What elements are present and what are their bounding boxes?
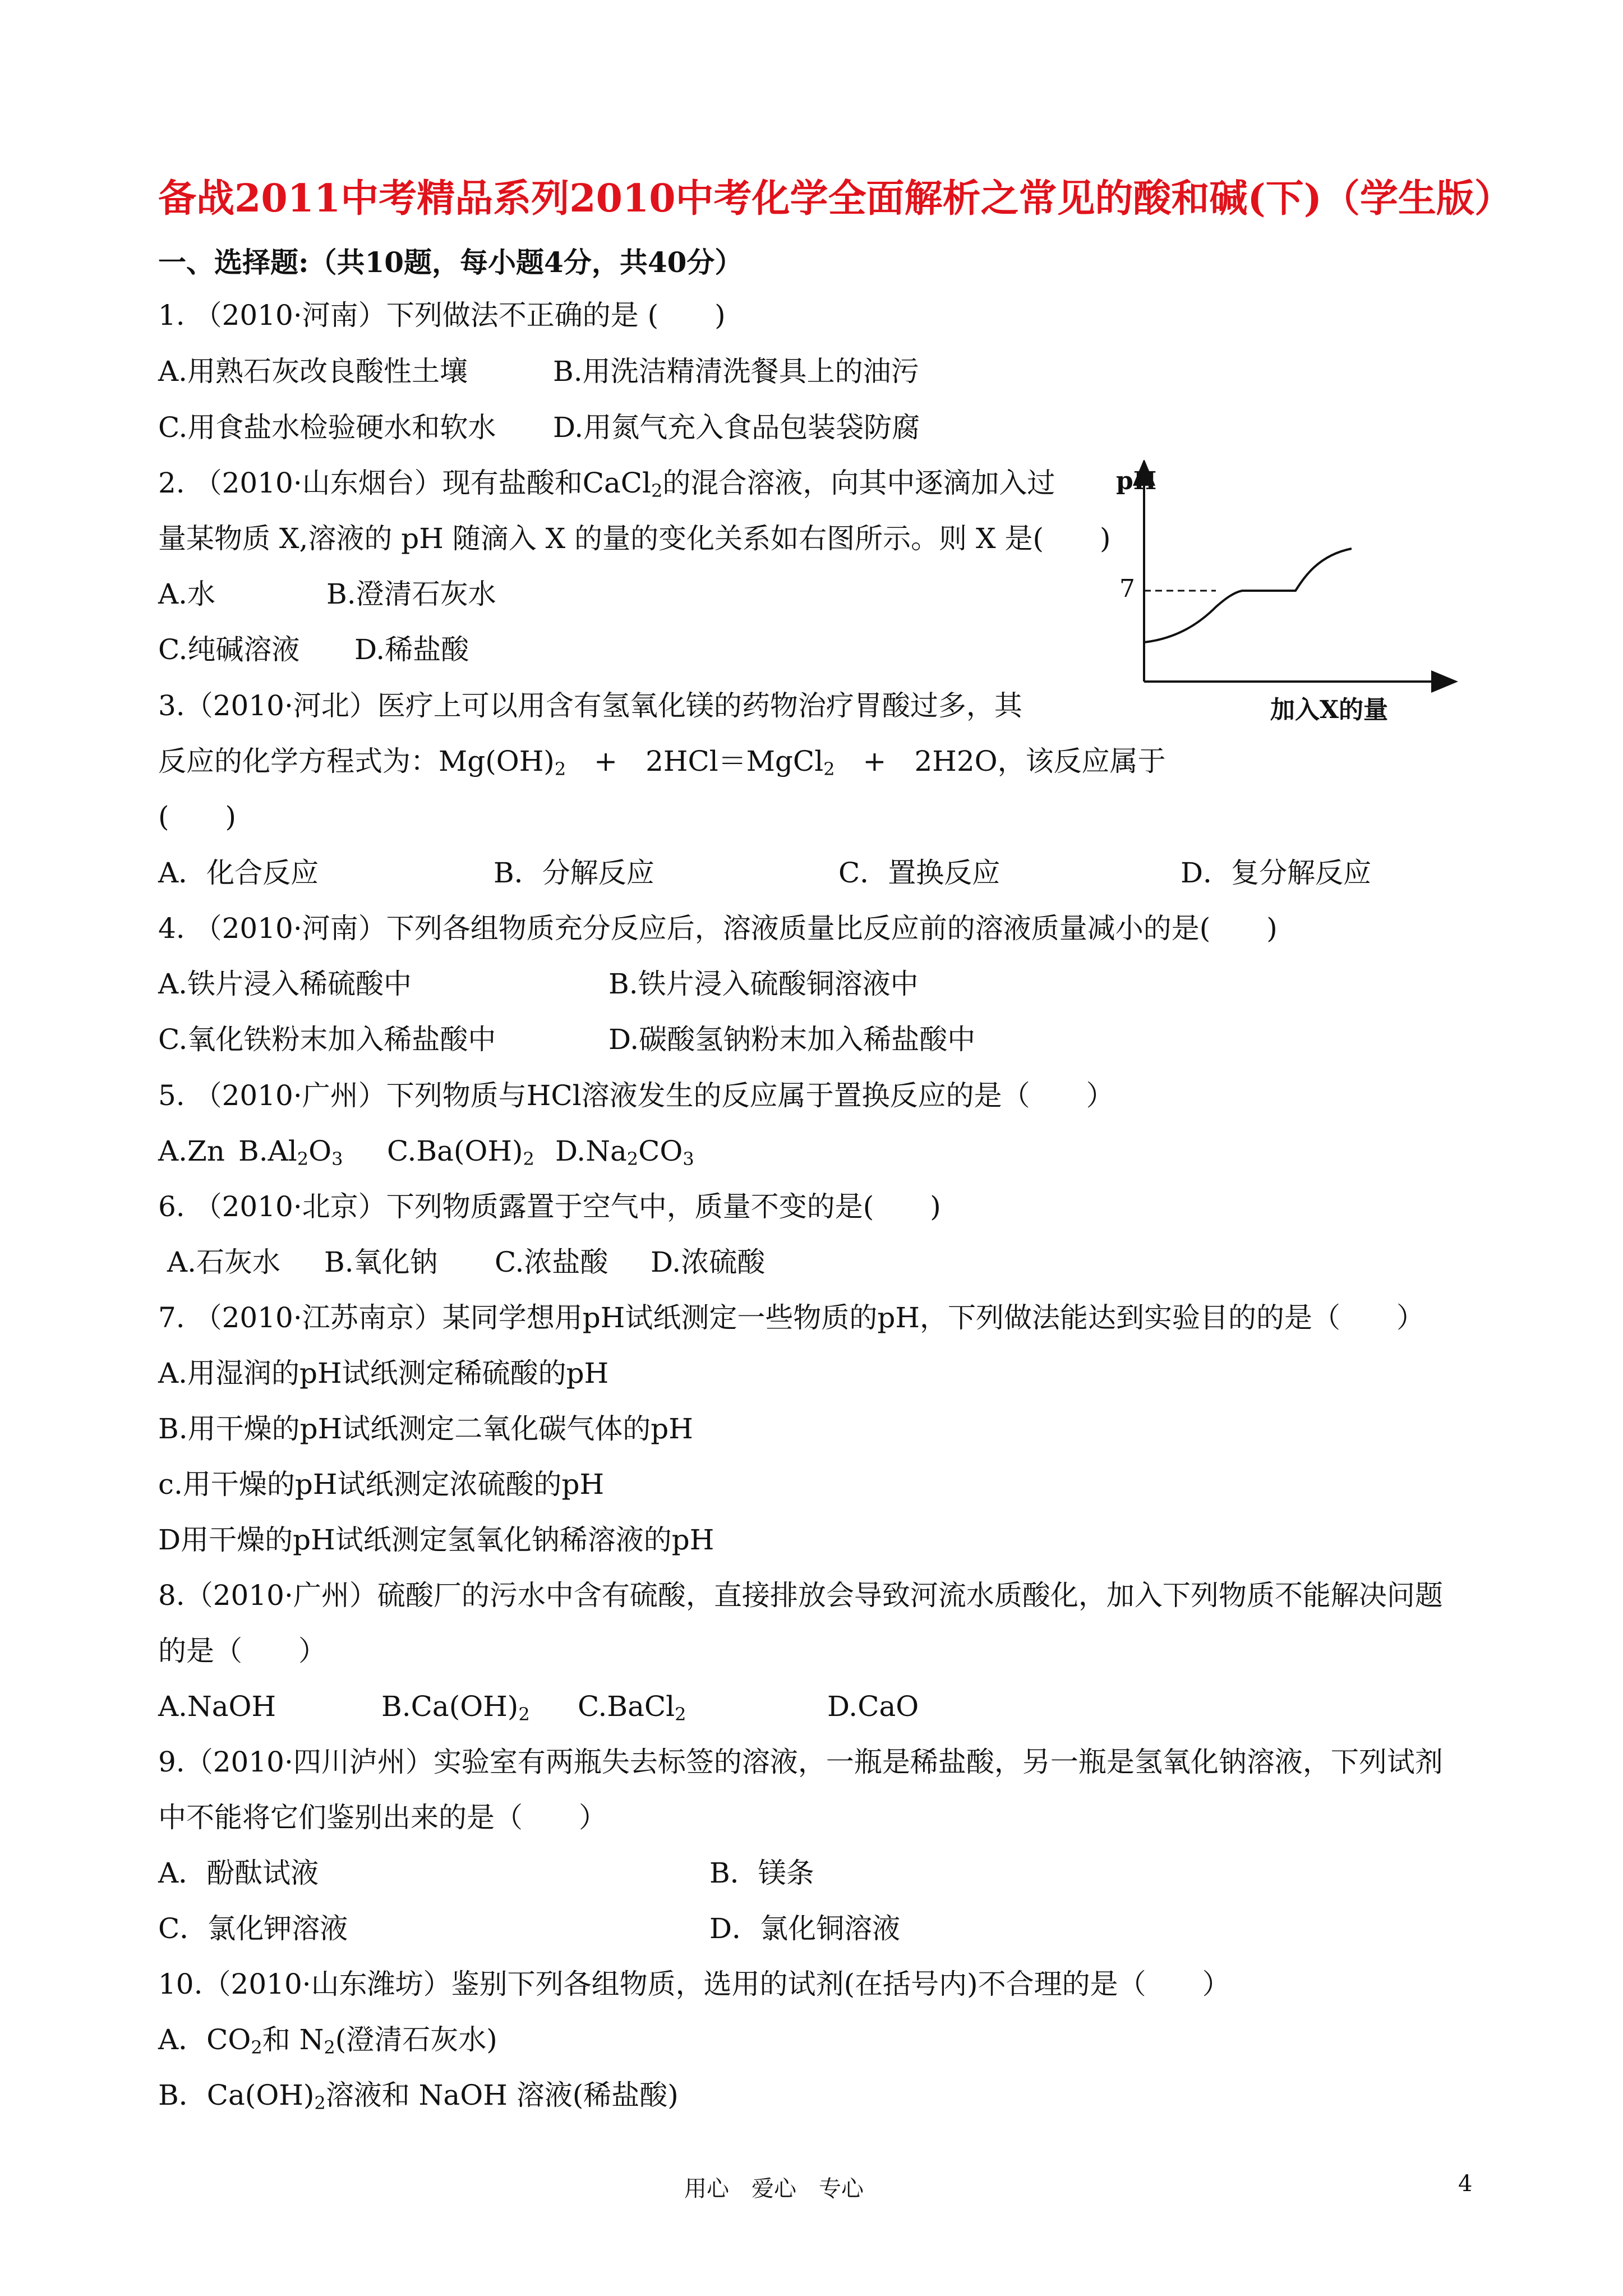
question-8-option-c: C.BaCl$_2$ bbox=[578, 1690, 686, 1725]
question-7-option-b: B.用干燥的pH试纸测定二氧化碳气体的pH bbox=[158, 1412, 693, 1445]
question-7-option-a: A.用湿润的pH试纸测定稀硫酸的pH bbox=[158, 1357, 609, 1389]
question-9-stem: 9.（2010·四川泸州）实验室有两瓶失去标签的溶液，一瓶是稀盐酸，另一瓶是氢氧化钠溶液，下列试剂 bbox=[158, 1746, 1443, 1778]
question-2-stem-continued: 量某物质 X,溶液的 pH 随滴入 X 的量的变化关系如右图所示。则 X 是( ) bbox=[158, 522, 1111, 555]
question-9-option-b: B．镁条 bbox=[709, 1857, 814, 1889]
question-8-option-d: D.CaO bbox=[827, 1690, 919, 1723]
question-7-stem: 7. （2010·江苏南京）某同学想用pH试纸测定一些物质的pH，下列做法能达到实验目的的是（ ） bbox=[158, 1301, 1424, 1334]
ph-curve-graph bbox=[1116, 460, 1464, 729]
question-2-option-c: C.纯碱溶液 bbox=[158, 633, 300, 666]
ph-curve bbox=[1144, 549, 1352, 642]
question-3-answer-blank: ( ) bbox=[158, 800, 237, 833]
question-7-option-d: D用干燥的pH试纸测定氢氧化钠稀溶液的pH bbox=[158, 1524, 714, 1556]
y-axis-label: pH bbox=[1116, 467, 1157, 495]
document-title: 备战2011中考精品系列2010中考化学全面解析之常见的酸和碱(下)（学生版） bbox=[158, 176, 1513, 221]
question-2-option-d: D.稀盐酸 bbox=[354, 633, 469, 666]
question-9-option-d: D．氯化铜溶液 bbox=[709, 1912, 901, 1945]
question-6-option-c: C.浓盐酸 bbox=[495, 1246, 608, 1278]
question-5-stem: 5. （2010·广州）下列物质与HCl溶液发生的反应属于置换反应的是（ ） bbox=[158, 1079, 1114, 1112]
question-1-option-c: C.用食盐水检验硬水和软水 bbox=[158, 411, 496, 444]
question-5-option-b: $B.Al_2O_3$ bbox=[238, 1135, 343, 1170]
question-1-option-b: B.用洗洁精清洗餐具上的油污 bbox=[553, 355, 919, 388]
question-8-stem-continued: 的是（ ） bbox=[158, 1635, 326, 1667]
question-1-option-a: A.用熟石灰改良酸性土壤 bbox=[158, 355, 468, 388]
question-3-stem: 3.（2010·河北）医疗上可以用含有氢氧化镁的药物治疗胃酸过多，其 bbox=[158, 689, 1022, 722]
question-4-option-b: B.铁片浸入硫酸铜溶液中 bbox=[608, 968, 919, 1000]
question-3-option-d: D．复分解反应 bbox=[1181, 857, 1372, 889]
question-4-option-d: D.碳酸氢钠粉末加入稀盐酸中 bbox=[608, 1023, 976, 1056]
question-5-option-d: $D.Na_2CO_3$ bbox=[555, 1135, 694, 1170]
x-axis-label: 加入X的量 bbox=[1270, 696, 1389, 724]
question-4-option-a: A.铁片浸入稀硫酸中 bbox=[158, 968, 412, 1000]
question-5-option-a: A.Zn bbox=[158, 1135, 225, 1167]
question-1-stem: 1. （2010·河南）下列做法不正确的是 ( ) bbox=[158, 299, 726, 332]
question-6-option-b: B.氧化钠 bbox=[324, 1246, 438, 1278]
question-8-stem: 8.（2010·广州）硫酸厂的污水中含有硫酸，直接排放会导致河流水质酸化，加入下列物质不能解决问题 bbox=[158, 1579, 1443, 1612]
question-6-stem: 6. （2010·北京）下列物质露置于空气中，质量不变的是( ) bbox=[158, 1190, 941, 1223]
question-9-option-a: A．酚酞试液 bbox=[158, 1857, 319, 1889]
question-3-option-a: A．化合反应 bbox=[158, 857, 319, 889]
question-4-stem: 4. （2010·河南）下列各组物质充分反应后，溶液质量比反应前的溶液质量减小的是( ) bbox=[158, 912, 1278, 945]
question-5-option-c: $C.Ba(OH)_2$ bbox=[387, 1135, 534, 1170]
question-10-option-b: B．$Ca(OH)_2$溶液和 NaOH 溶液(稀盐酸) bbox=[158, 2079, 679, 2114]
question-2-stem: 2. （2010·山东烟台）现有盐酸和CaCl$_2$的混合溶液，向其中逐滴加入过 bbox=[158, 467, 1055, 501]
question-9-stem-continued: 中不能将它们鉴别出来的是（ ） bbox=[158, 1801, 607, 1834]
question-10-stem: 10.（2010·山东潍坊）鉴别下列各组物质，选用的试剂(在括号内)不合理的是（ ） bbox=[158, 1968, 1230, 2000]
section-heading: 一、选择题:（共10题，每小题4分，共40分） bbox=[158, 246, 743, 279]
question-3-option-b: B．分解反应 bbox=[494, 857, 654, 889]
question-7-option-c: c.用干燥的pH试纸测定浓硫酸的pH bbox=[158, 1468, 605, 1501]
question-6-option-a: A.石灰水 bbox=[167, 1246, 281, 1278]
question-4-option-c: C.氧化铁粉末加入稀盐酸中 bbox=[158, 1023, 496, 1056]
question-3-option-c: C．置换反应 bbox=[838, 857, 1000, 889]
question-8-option-b: $B.Ca(OH)_2$ bbox=[381, 1690, 530, 1725]
page-footer: 用心 爱心 专心 bbox=[684, 2176, 864, 2202]
question-9-option-c: C．氯化钾溶液 bbox=[158, 1912, 348, 1945]
question-8-option-a: A.NaOH bbox=[158, 1690, 276, 1723]
question-10-option-a: A．$CO_2$和 $N_2$(澄清石灰水) bbox=[158, 2023, 497, 2058]
question-2-option-a: A.水 bbox=[158, 578, 216, 610]
question-2-option-b: B.澄清石灰水 bbox=[326, 578, 496, 610]
question-6-option-d: D.浓硫酸 bbox=[651, 1246, 766, 1278]
question-3-equation: 反应的化学方程式为：$Mg(OH)_2$ + 2HCl＝MgCl$_2$ + 2H2O，该反应属于 bbox=[158, 745, 1166, 780]
question-1-option-d: D.用氮气充入食品包装袋防腐 bbox=[553, 411, 920, 444]
ph-7-tick-label: 7 bbox=[1119, 574, 1135, 603]
page-number: 4 bbox=[1458, 2171, 1473, 2197]
